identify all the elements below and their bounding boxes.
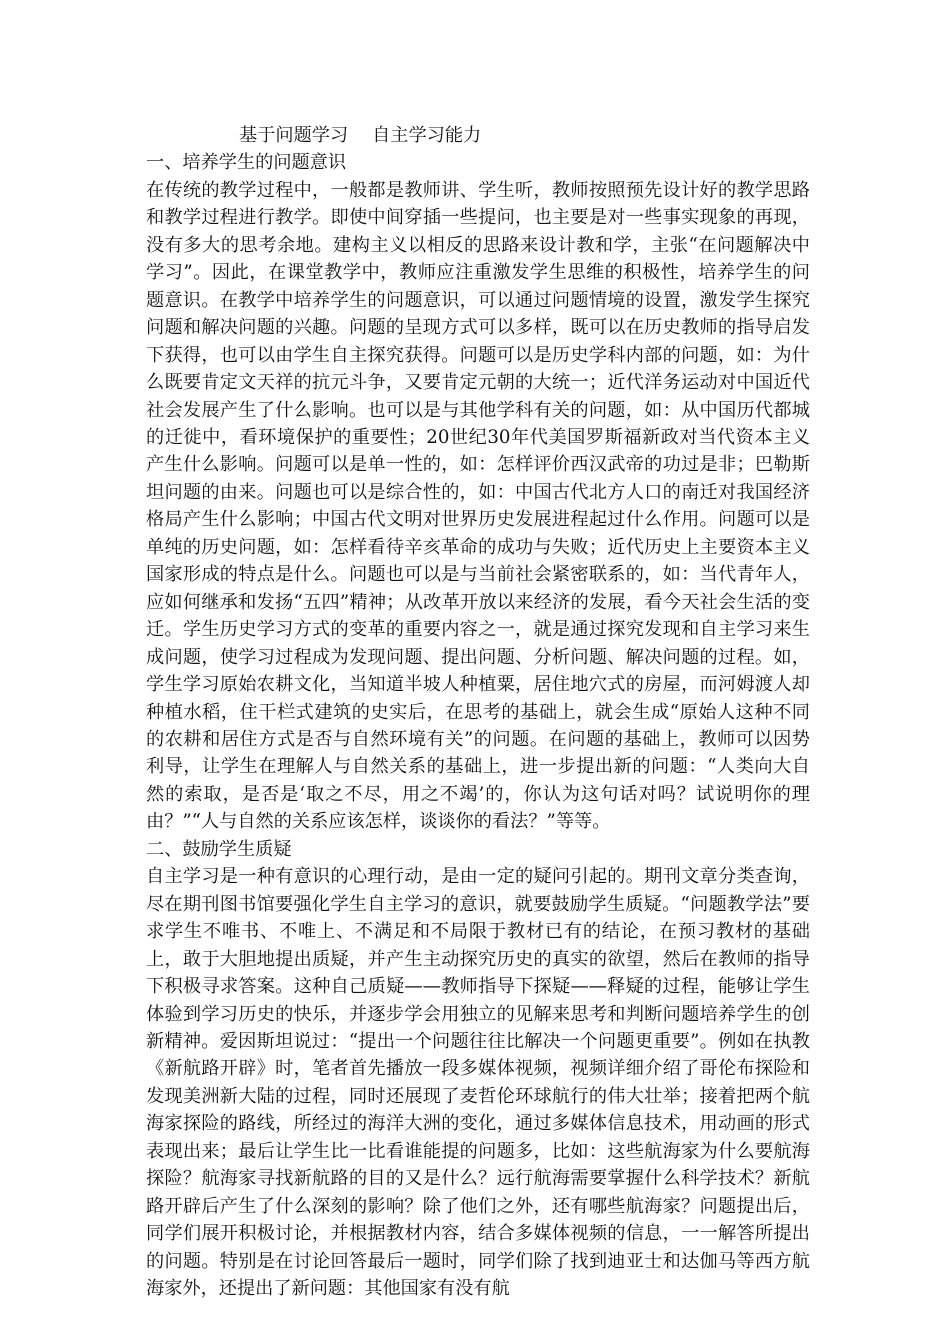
section-body-2: 自主学习是一种有意识的心理行动，是由一定的疑问引起的。期刊文章分类查询，尽在期刊图书馆要强化学生自主学习的意识，就要鼓励学生质疑。“问题教学法”要求学生不唯书、不唯上、不满足和不局限于教材已有的结论，在预习教材的基础上，敢于大胆地提出质疑，并产生主动探究历史的真实的欲望，然后在教师的指导下积极寻求答案。这种自己质疑——教师指导下探疑——释疑的过程，能够让学生体验到学习历史的快乐，并逐步学会用独立的见解来思考和判断问题培养学生的创新精神。爱因斯坦说过：“提出一个问题往往比解决一个问题更重要”。例如在执教《新航路开辟》时，笔者首先播放一段多媒体视频，视频详细介绍了哥伦布探险和发现美洲新大陆的过程，同时还展现了麦哲伦环球航行的伟大壮举；接着把两个航海家探险的路线，所经过的海洋大洲的变化，通过多媒体信息技术，用动画的形式表现出来；最后让学生比一比看谁能提的问题多，比如：这些航海家为什么要航海探险？航海家寻找新航路的目的又是什么？远行航海需要掌握什么科学技术？新航路开辟后产生了什么深刻的影响？除了他们之外，还有哪些航海家？问题提出后，同学们展开积极讨论，并根据教材内容，结合多媒体视频的信息，一一解答所提出的问题。特别是在讨论回答最后一题时，同学们除了找到迪亚士和达伽马等西方航海家外，还提出了新问题：其他国家有没有航 [146, 866, 810, 1300]
document-content [146, 122, 810, 1302]
section-heading-1: 一、培养学生的问题意识 [146, 152, 347, 174]
document-title: 基于问题学习 自主学习能力 [239, 125, 482, 146]
section-heading-2: 二、鼓励学生质疑 [146, 838, 292, 860]
section-body-1: 在传统的教学过程中，一般都是教师讲、学生听，教师按照预先设计好的教学思路和教学过程进行教学。即使中间穿插一些提问，也主要是对一些事实现象的再现，没有多大的思考余地。建构主义以相反的思路来设计教和学，主张“在问题解决中学习”。因此，在课堂教学中，教师应注重激发学生思维的积极性，培养学生的问题意识。在教学中培养学生的问题意识，可以通过问题情境的设置，激发学生探究问题和解决问题的兴趣。问题的呈现方式可以多样，既可以在历史教师的指导启发下获得，也可以由学生自主探究获得。问题可以是历史学科内部的问题，如：为什么既要肯定文天祥的抗元斗争，又要肯定元朝的大统一；近代洋务运动对中国近代社会发展产生了什么影响。也可以是与其他学科有关的问题，如：从中国历代都城的迁徙中，看环境保护的重要性；20世纪30年代美国罗斯福新政对当代资本主义产生什么影响。问题可以是单一性的，如：怎样评价西汉武帝的功过是非；巴勒斯坦问题的由来。问题也可以是综合性的，如：中国古代北方人口的南迁对我国经济格局产生什么影响；中国古代文明对世界历史发展进程起过什么作用。问题可以是单纯的历史问题，如：怎样看待辛亥革命的成功与失败；近代历史上主要资本主义国家形成的特点是什么。问题也可以是与当前社会紧密联系的，如：当代青年人，应如何继承和发扬“五四”精神；从改革开放以来经济的发展，看今天社会生活的变迁。学生历史学习方式的变革的重要内容之一，就是通过探究发现和自主学习来生成问题，使学习过程成为发现问题、提出问题、分析问题、解决问题的过程。如，学生学习原始农耕文化，当知道半坡人种植粟，居住地穴式的房屋，而河姆渡人却种植水稻，住干栏式建筑的史实后，在思考的基础上，就会生成“原始人这种不同的农耕和居住方式是否与自然环境有关”的问题。在问题的基础上，教师可以因势利导，让学生在理解人与自然关系的基础上，进一步提出新的问题：“人类向大自然的索取，是否是‘取之不尽，用之不竭’的，你认为这句话对吗？试说明你的理由？”“人与自然的关系应该怎样，谈谈你的看法？”等等。 [146, 179, 810, 833]
